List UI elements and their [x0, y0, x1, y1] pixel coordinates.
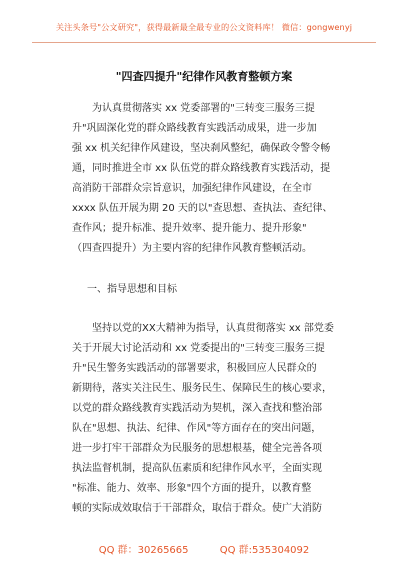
text-line: 高消防干部群众宗旨意识，加强纪律作风建设，在全市 — [72, 183, 312, 194]
text-line: 查作风；提升标准、提升效率、提升能力、提升形象" — [72, 223, 307, 234]
header-divider — [32, 42, 376, 43]
text-line: 坚持以党的XX大精神为指导，认真贯彻落实 xx 部党委 — [92, 323, 334, 334]
qq-group-2: QQ 群:535304092 — [219, 545, 310, 556]
text-line: 升"巩固深化党的群众路线教育实践活动成果，进一步加 — [72, 123, 317, 134]
document-title: "四查四提升"纪律作风教育整顿方案 — [115, 70, 293, 83]
text-line: xxxx 队伍开展为期 20 天的以"查思想、查执法、查纪律、 — [72, 203, 333, 214]
text-line: "标准、能力、效率、形象"四个方面的提升，以教育整 — [72, 483, 312, 494]
paragraph-intro — [72, 99, 354, 259]
promo-header: 关注头条号"公文研究"，获得最新最全最专业的公文资料库！ 微信：gongwenyj — [55, 22, 353, 32]
text-line: 为认真贯彻落实 xx 党委部署的"三转变三服务三提 — [92, 103, 315, 114]
qq-group-1: QQ 群：30265665 — [98, 545, 189, 556]
text-line: （四查四提升）为主要内容的纪律作风教育整顿活动。 — [72, 243, 312, 254]
text-line: 队在"思想、执法、纪律、作风"等方面存在的突出问题， — [72, 423, 322, 434]
paragraph-guiding-ideology — [72, 319, 354, 519]
text-line: 执法监督机制，提高队伍素质和纪律作风水平，全面实现 — [72, 463, 322, 474]
text-line: 强 xx 机关纪律作风建设，坚决刹风整纪，确保政令警令畅 — [72, 143, 331, 154]
text-line: 关于开展大讨论活动和 xx 党委提出的"三转变三服务三提 — [72, 343, 325, 354]
text-line: 以党的群众路线教育实践活动为契机，深入查找和整治部 — [72, 403, 322, 414]
text-line: 顿的实际成效取信于干部群众，取信于群众。使广大消防 — [72, 503, 322, 514]
text-line: 新期待，落实关注民生、服务民生、保障民生的核心要求， — [72, 383, 332, 394]
text-line: 通，同时推进全市 xx 队伍党的群众路线教育实践活动，提 — [72, 163, 331, 174]
text-line: 进一步打牢干部群众为民服务的思想根基，健全完善各项 — [72, 443, 322, 454]
section-heading: 一、指导思想和目标 — [87, 284, 177, 295]
text-line: 升"民生警务实践活动的部署要求，积极回应人民群众的 — [72, 363, 317, 374]
contact-footer — [0, 541, 408, 556]
